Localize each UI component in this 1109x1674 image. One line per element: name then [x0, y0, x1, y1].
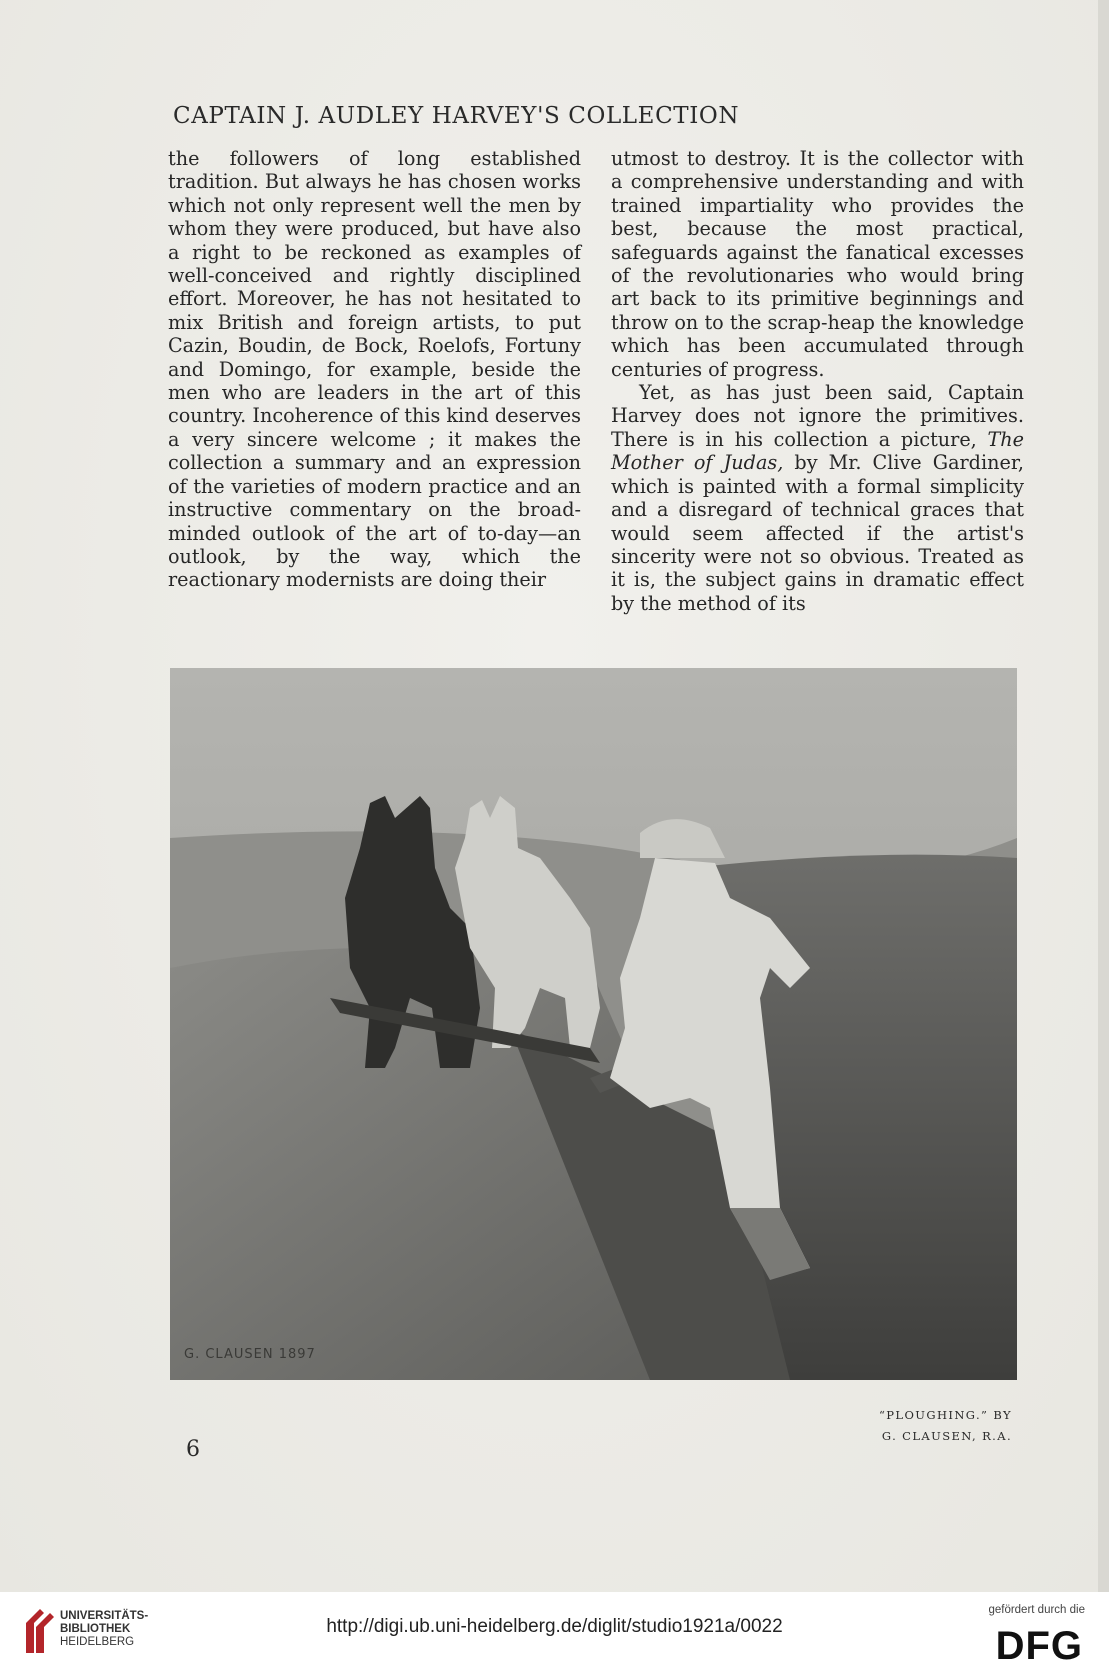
paragraph-text: by Mr. Clive Gardiner, which is painted with a formal simplicity and a disregard of technical graces that would seem affected if the artist's sincerity were not so obvious. Treated as it is, the subject gains in dramatic effect by the method of its: [611, 451, 1024, 615]
dfg-logo: DFG: [995, 1624, 1083, 1668]
page-number: 6: [186, 1437, 200, 1462]
body-paragraph: utmost to destroy. It is the collector with a comprehensive understanding and with trained impartiality who provides the best, because the most practical, safeguards against the fanatical excesses of the revolutionaries who would bring art back to its primitive beginnings and throw on to the scrap-heap the knowledge which has been accumulated through centuries of progress.: [611, 147, 1024, 381]
caption-line: G. CLAUSEN, R.A.: [881, 1429, 1012, 1443]
plate-caption: [792, 1405, 1012, 1447]
text-column-right: [611, 147, 1024, 615]
running-head: CAPTAIN J. AUDLEY HARVEY'S COLLECTION: [173, 103, 740, 129]
text-column-left: [168, 147, 581, 592]
body-paragraph: [611, 381, 1024, 615]
digitization-footer: [0, 1592, 1109, 1674]
body-paragraph: the followers of long established tradition. But always he has chosen works which not only represent well the men by whom they were produced, but have also a right to be reckoned as examples of well-conceived and rightly disciplined effort. Moreover, he has not hesitated to mix British and foreign artists, to put Cazin, Boudin, de Bock, Roelofs, Fortuny and Domingo, for example, beside the men who are leaders in the art of this country. Incoherence of this kind deserves a very sincere welcome ; it makes the collection a summary and an expression of the varieties of modern practice and an instructive commentary on the broad-minded outlook of the art of to-day—an outlook, by the way, which the reactionary modernists are doing their: [168, 147, 581, 592]
caption-line: “PLOUGHING.” BY: [878, 1408, 1012, 1422]
ploughing-illustration: [170, 668, 1017, 1380]
artwork-title: The Mother of Judas,: [611, 427, 1024, 475]
funding-note: gefördert durch die: [988, 1604, 1085, 1616]
paragraph-text: Yet, as has just been said, Captain Harvey does not ignore the primitives. There is in his collection a picture,: [611, 381, 1024, 451]
source-url[interactable]: http://digi.ub.uni-heidelberg.de/diglit/studio1921a/0022: [326, 1616, 783, 1637]
artist-signature: G. CLAUSEN 1897: [184, 1347, 316, 1362]
library-name: UNIVERSITÄTS- BIBLIOTHEK HEIDELBERG: [60, 1610, 149, 1648]
painting-ploughing: [170, 668, 1017, 1380]
page-edge: [1098, 0, 1109, 1592]
